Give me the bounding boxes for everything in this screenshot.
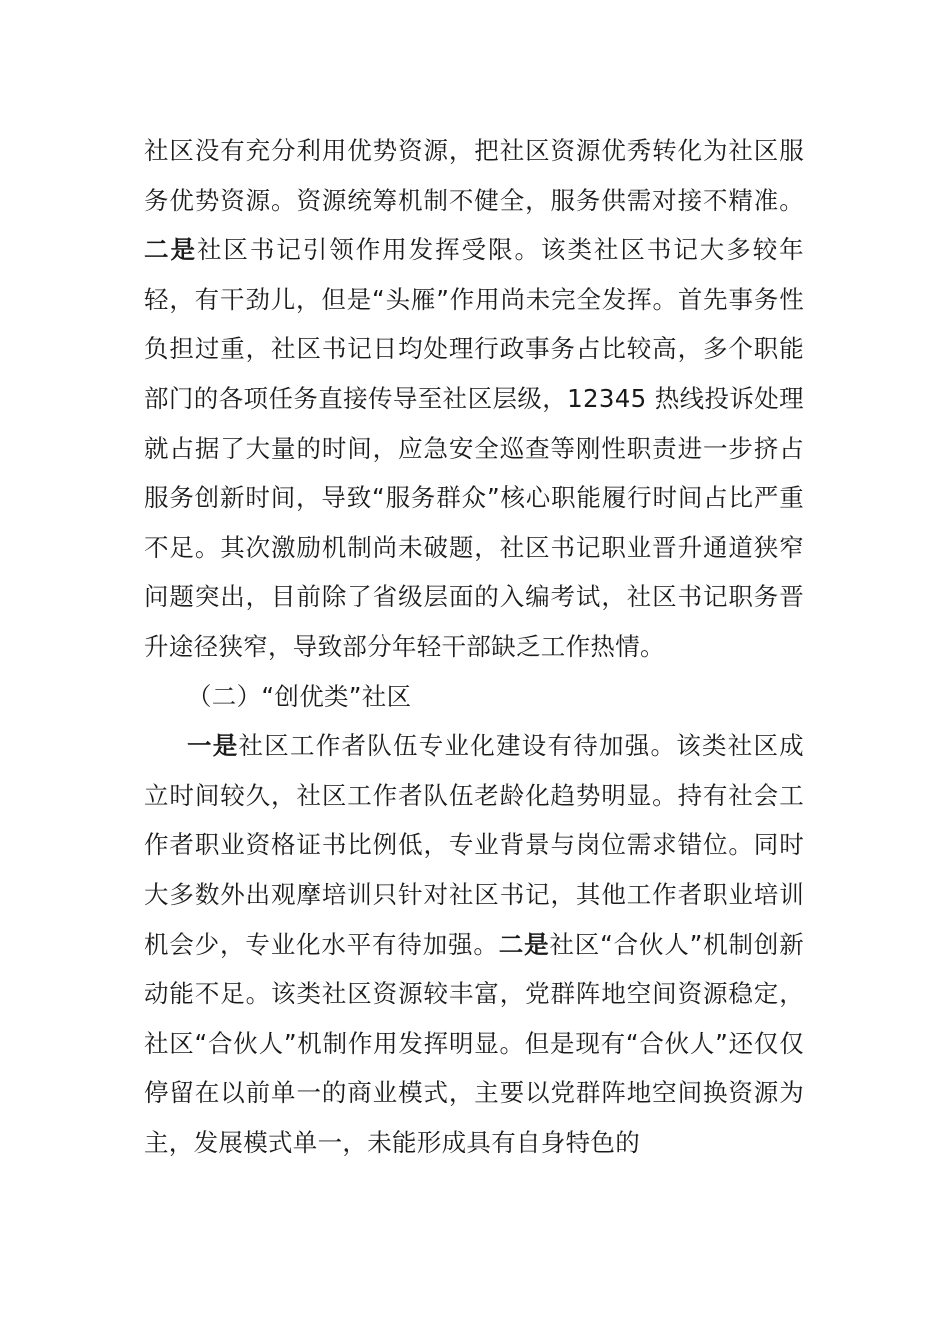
document-page [144, 126, 804, 1167]
bold-marker: 二是 [144, 235, 197, 265]
text-segment: 社区工作者队伍专业化建设有待加强。该类社区成立时间较久，社区工作者队伍老龄化趋势明显。持有社会工作者职业资格证书比例低，专业背景与岗位需求错位。同时大多数外出观摩培训只针对社区书记，其他工作者职业培训机会少，专业化水平有待加强。 [144, 731, 804, 959]
bold-marker: 一是 [187, 731, 239, 761]
paragraph [144, 721, 804, 1167]
text-segment: 社区“合伙人”机制创新动能不足。该类社区资源较丰富，党群阵地空间资源稳定，社区“合伙人”机制作用发挥明显。但是现有“合伙人”还仅仅停留在以前单一的商业模式，主要以党群阵地空间换资源为主，发展模式单一，未能形成具有自身特色的 [144, 929, 805, 1157]
paragraph-continued [144, 126, 804, 672]
bold-marker: 二是 [498, 929, 550, 959]
text-segment: 社区没有充分利用优势资源，把社区资源优秀转化为社区服务优势资源。资源统筹机制不健全，服务供需对接不精准。 [144, 136, 804, 215]
section-heading: （二）“创优类”社区 [187, 681, 412, 711]
text-segment: 社区书记引领作用发挥受限。该类社区书记大多较年轻，有干劲儿，但是“头雁”作用尚未完全发挥。首先事务性负担过重，社区书记日均处理行政事务占比较高，多个职能部门的各项任务直接传导至社区层级，12345 热线投诉处理就占据了大量的时间，应急安全巡查等刚性职责进一步挤占服务创新时间，导致“服务群众”核心职能履行时间占比严重不足。其次激励机制尚未破题，社区书记职业晋升通道狭窄问题突出，目前除了省级层面的入编考试，社区书记职务晋升途径狭窄，导致部分年轻干部缺乏工作热情。 [144, 235, 804, 661]
